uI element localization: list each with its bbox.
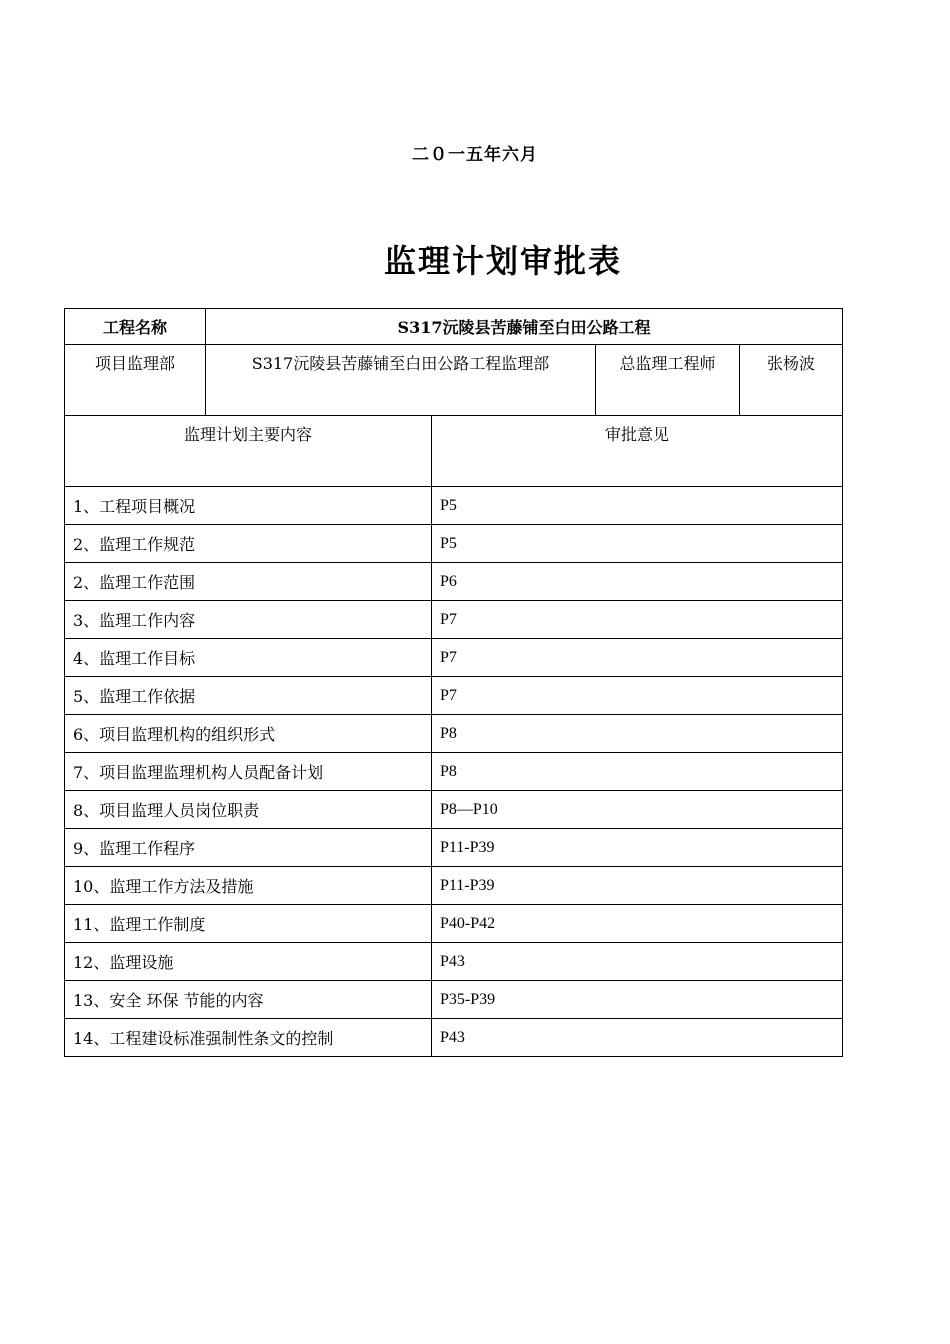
dept-row bbox=[65, 345, 843, 416]
table-row bbox=[65, 943, 843, 981]
project-name-label: 工程名称 bbox=[65, 309, 206, 345]
item-page: P8 bbox=[432, 715, 843, 753]
item-page: P8 bbox=[432, 753, 843, 791]
table-row bbox=[65, 525, 843, 563]
item-label: 7、项目监理监理机构人员配备计划 bbox=[65, 753, 432, 791]
item-label: 8、项目监理人员岗位职责 bbox=[65, 791, 432, 829]
document-date: 二０一五年六月 bbox=[412, 145, 538, 165]
item-page: P35-P39 bbox=[432, 981, 843, 1019]
item-label: 1、工程项目概况 bbox=[65, 487, 432, 525]
table-row bbox=[65, 753, 843, 791]
item-label: 14、工程建设标准强制性条文的控制 bbox=[65, 1019, 432, 1057]
item-page: P7 bbox=[432, 601, 843, 639]
item-page: P5 bbox=[432, 525, 843, 563]
table-row bbox=[65, 715, 843, 753]
table-row bbox=[65, 829, 843, 867]
project-name-value: S317沅陵县苦藤铺至白田公路工程 bbox=[206, 309, 843, 345]
approval-table bbox=[64, 308, 843, 1057]
chief-engineer-value: 张杨波 bbox=[740, 345, 843, 416]
item-page: P5 bbox=[432, 487, 843, 525]
item-page: P6 bbox=[432, 563, 843, 601]
item-label: 5、监理工作依据 bbox=[65, 677, 432, 715]
item-label: 11、监理工作制度 bbox=[65, 905, 432, 943]
item-page: P8—P10 bbox=[432, 791, 843, 829]
plan-items bbox=[65, 487, 843, 1057]
item-label: 2、监理工作范围 bbox=[65, 563, 432, 601]
item-label: 6、项目监理机构的组织形式 bbox=[65, 715, 432, 753]
table-row bbox=[65, 639, 843, 677]
item-label: 4、监理工作目标 bbox=[65, 639, 432, 677]
table-row bbox=[65, 981, 843, 1019]
item-page: P40-P42 bbox=[432, 905, 843, 943]
item-page: P7 bbox=[432, 677, 843, 715]
opinion-column-header: 审批意见 bbox=[432, 416, 843, 487]
table-row bbox=[65, 867, 843, 905]
content-column-header: 监理计划主要内容 bbox=[65, 416, 432, 487]
column-header-row bbox=[65, 416, 843, 487]
table-row bbox=[65, 905, 843, 943]
item-page: P43 bbox=[432, 943, 843, 981]
item-page: P7 bbox=[432, 639, 843, 677]
table-row bbox=[65, 563, 843, 601]
dept-value: S317沅陵县苦藤铺至白田公路工程监理部 bbox=[206, 345, 596, 416]
table-row bbox=[65, 791, 843, 829]
item-page: P11-P39 bbox=[432, 829, 843, 867]
item-page: P43 bbox=[432, 1019, 843, 1057]
chief-engineer-label: 总监理工程师 bbox=[596, 345, 740, 416]
item-label: 13、安全 环保 节能的内容 bbox=[65, 981, 432, 1019]
item-label: 12、监理设施 bbox=[65, 943, 432, 981]
table-row bbox=[65, 677, 843, 715]
document-title: 监理计划审批表 bbox=[383, 242, 622, 280]
table-row bbox=[65, 601, 843, 639]
dept-label: 项目监理部 bbox=[65, 345, 206, 416]
item-label: 10、监理工作方法及措施 bbox=[65, 867, 432, 905]
item-page: P11-P39 bbox=[432, 867, 843, 905]
project-name-row bbox=[65, 309, 843, 345]
table-row bbox=[65, 1019, 843, 1057]
item-label: 2、监理工作规范 bbox=[65, 525, 432, 563]
table-row bbox=[65, 487, 843, 525]
item-label: 9、监理工作程序 bbox=[65, 829, 432, 867]
item-label: 3、监理工作内容 bbox=[65, 601, 432, 639]
